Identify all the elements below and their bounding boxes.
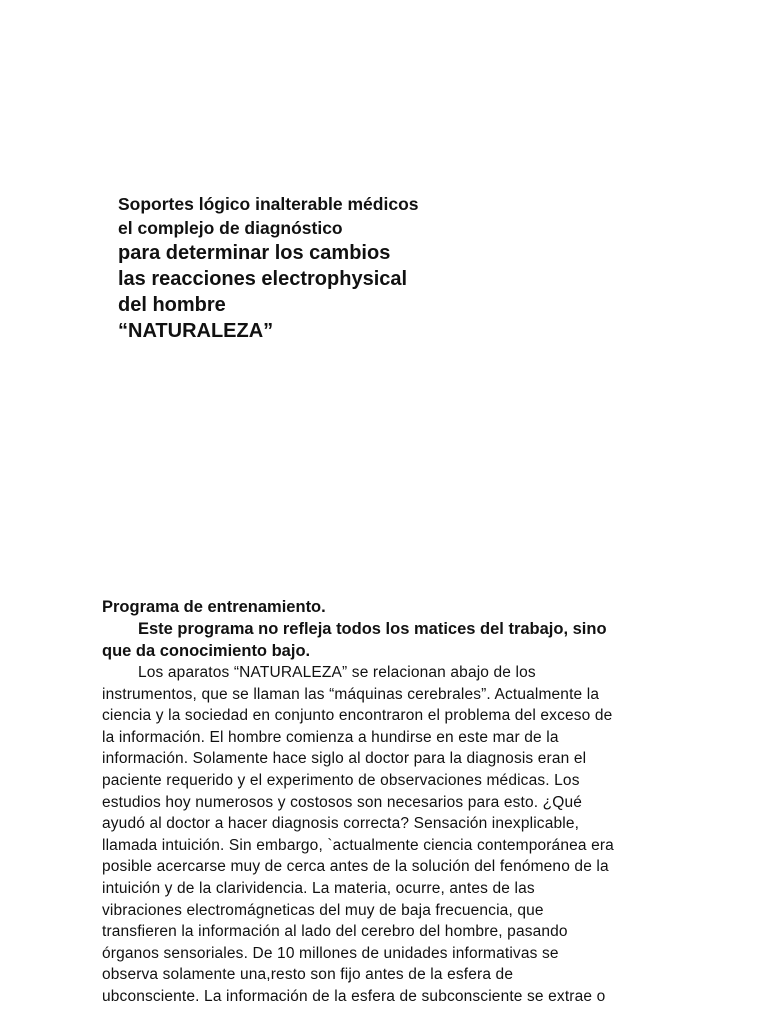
- body-line-14: órganos sensoriales. De 10 millones de unidades informativas se: [102, 944, 559, 962]
- body-line-8: ayudó al doctor a hacer diagnosis correcta? Sensación inexplicable,: [102, 815, 580, 833]
- body-line-15: observa solamente una,resto son fijo antes de la esfera de: [102, 966, 514, 984]
- title-line-5: del hombre: [118, 294, 226, 316]
- section-heading: Programa de entrenamiento.: [102, 598, 326, 616]
- body-line-11: intuición y de la clarividencia. La materia, ocurre, antes de las: [102, 879, 535, 897]
- body-line-3: ciencia y la sociedad en conjunto encontraron el problema del exceso de: [102, 707, 613, 725]
- intro-line-1: Este programa no refleja todos los matices del trabajo, sino: [138, 620, 607, 638]
- intro-line-2: que da conocimiento bajo.: [102, 642, 311, 660]
- title-line-4: las reacciones electrophysical: [118, 268, 408, 290]
- body-line-7: estudios hoy numerosos y costosos son necesarios para esto. ¿Qué: [102, 793, 583, 811]
- body-line-13: transfieren la información al lado del cerebro del hombre, pasando: [102, 923, 568, 941]
- body-line-4: la información. El hombre comienza a hundirse en este mar de la: [102, 728, 559, 746]
- body-line-10: posible acercarse muy de cerca antes de la solución del fenómeno de la: [102, 858, 609, 876]
- title-line-3: para determinar los cambios: [118, 242, 391, 264]
- body-line-16: ubconsciente. La información de la esfera de subconsciente se extrae o: [102, 987, 606, 1005]
- document-body: [102, 596, 702, 1008]
- body-line-6: paciente requerido y el experimento de observaciones médicas. Los: [102, 771, 580, 789]
- document-title: [118, 192, 678, 344]
- title-line-2: el complejo de diagnóstico: [118, 218, 343, 238]
- body-line-1: Los aparatos “NATURALEZA” se relacionan abajo de los: [138, 664, 536, 681]
- body-line-12: vibraciones electromágneticas del muy de baja frecuencia, que: [102, 901, 544, 919]
- body-line-9: llamada intuición. Sin embargo, `actualmente ciencia contemporánea era: [102, 836, 614, 854]
- body-line-5: información. Solamente hace siglo al doctor para la diagnosis eran el: [102, 750, 587, 768]
- body-line-2: instrumentos, que se llaman las “máquinas cerebrales”. Actualmente la: [102, 685, 600, 703]
- title-line-6: “NATURALEZA”: [118, 320, 274, 342]
- title-line-1: Soportes lógico inalterable médicos: [118, 194, 419, 214]
